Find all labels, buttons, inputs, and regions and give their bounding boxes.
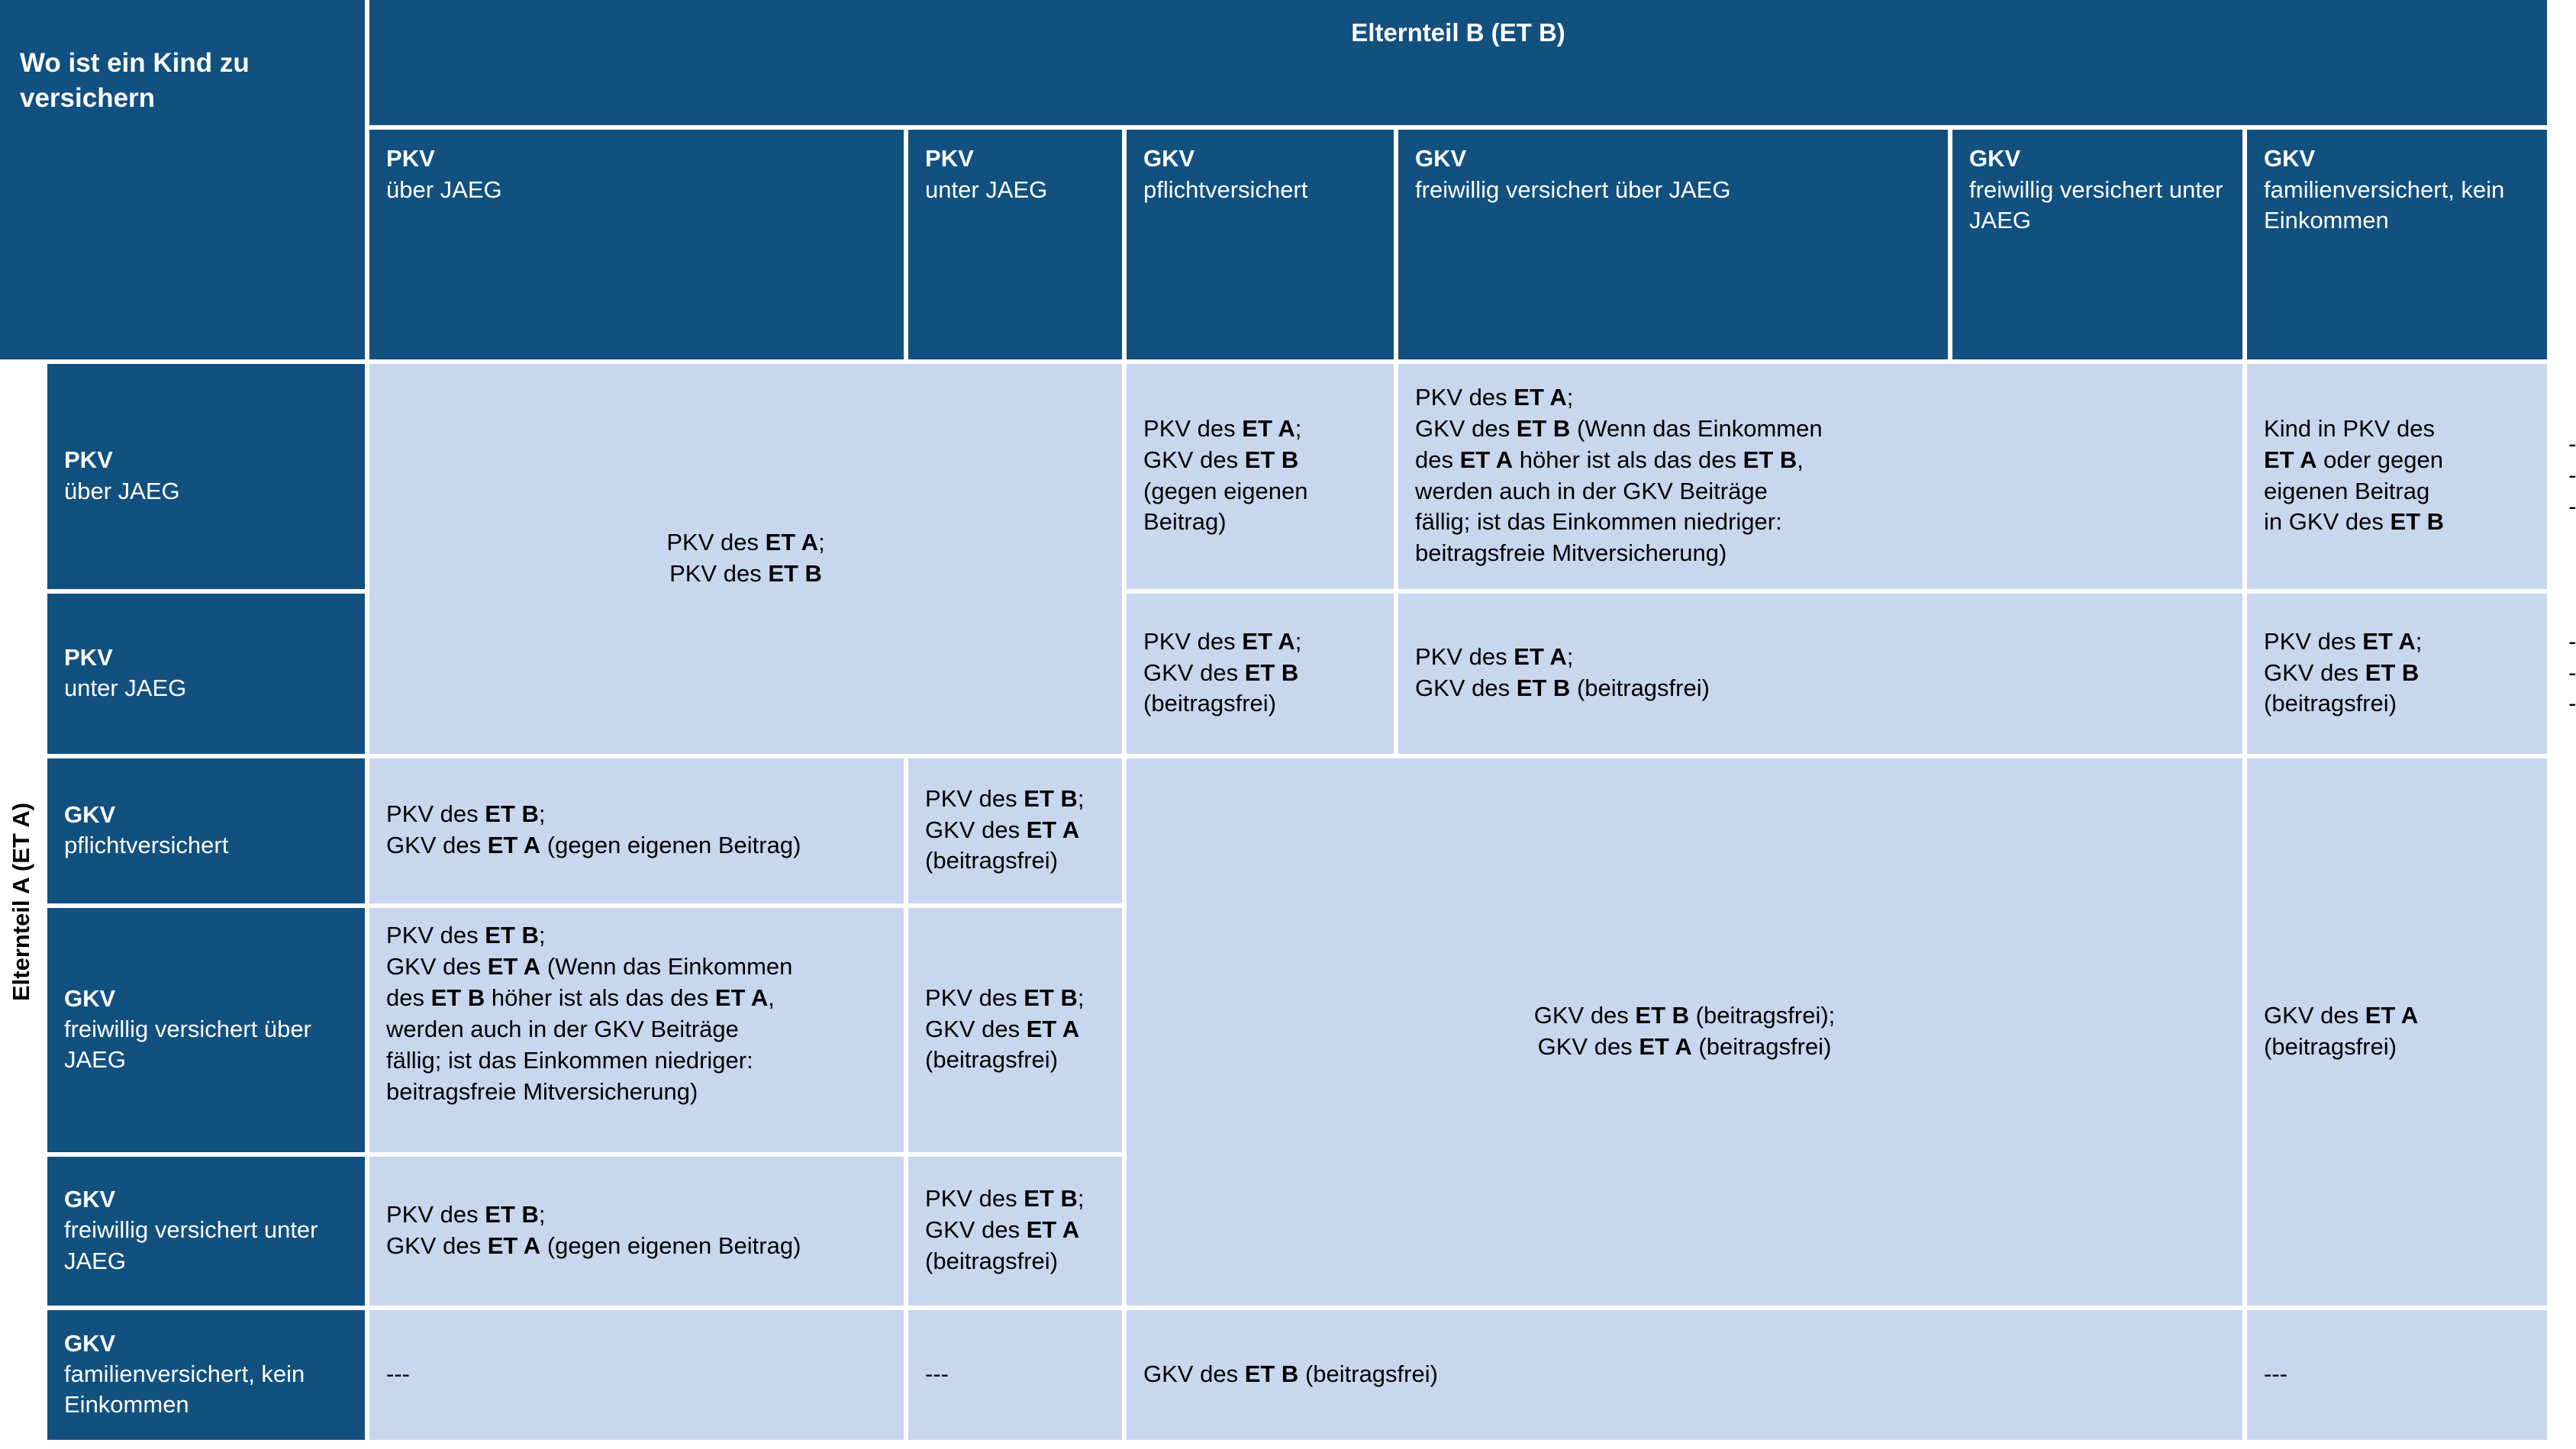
- cell-text: PKV des ET A; GKV des ET B (beitragsfrei): [2264, 627, 2423, 717]
- cell-r6c345: [1127, 1310, 2242, 1440]
- cell-r3c2: [908, 758, 1122, 903]
- column-header-subtitle: freiwillig versichert über JAEG: [1415, 175, 1731, 203]
- cell-r2c5: [2247, 594, 2547, 754]
- column-header-pkv-ueber-jaeg: [369, 130, 904, 359]
- row-header-subtitle: pflichtversichert: [64, 832, 229, 858]
- row-group-label-text: Elternteil A (ET A): [8, 802, 35, 1002]
- cell-r5c2: [908, 1157, 1122, 1306]
- cell-text: PKV des ET B; GKV des ET A (beitragsfrei): [925, 1185, 1085, 1274]
- cell-text: GKV des ET B (beitragsfrei); GKV des ET A (beitragsfrei): [1533, 1001, 1836, 1060]
- cell-gkv-gkv-block: [1127, 758, 2242, 1306]
- row-header-subtitle: unter JAEG: [64, 675, 187, 701]
- cell-text: ---: [2568, 430, 2576, 520]
- column-header-title: GKV: [1143, 145, 1195, 172]
- column-header-pkv-unter-jaeg: [908, 130, 1122, 359]
- table-row: [0, 1310, 2552, 1440]
- cell-text: Kind in PKV des ET A oder gegen eigenen Beitrag in GKV des ET B: [2264, 414, 2445, 536]
- cell-text: GKV des ET A (beitragsfrei): [2264, 1001, 2419, 1060]
- cell-r1c4: [1398, 364, 2242, 589]
- cell-text: PKV des ET B; GKV des ET A (beitragsfrei): [925, 784, 1085, 874]
- cell-text: PKV des ET A; GKV des ET B (beitragsfrei): [1143, 627, 1302, 717]
- row-header-title: PKV: [64, 446, 113, 474]
- row-header-pkv-ueber-jaeg: [47, 364, 365, 589]
- cell-text: PKV des ET A; GKV des ET B (beitragsfrei): [1415, 643, 1710, 701]
- column-header-subtitle: unter JAEG: [925, 175, 1048, 203]
- cell-text: PKV des ET B; GKV des ET A (beitragsfrei): [925, 984, 1085, 1074]
- row-header-title: GKV: [64, 1186, 116, 1213]
- cell-text: ---: [2264, 1360, 2287, 1387]
- row-header-pkv-unter-jaeg: [47, 594, 365, 754]
- cell-text: PKV des ET A; GKV des ET B (gegen eigenen Beitrag): [1143, 414, 1308, 536]
- cell-pkv-pkv-block: [369, 364, 1122, 754]
- row-header-subtitle: familienversichert, kein Einkommen: [64, 1360, 305, 1418]
- column-header-gkv-freiwillig-ueber-jaeg: [1398, 130, 1948, 359]
- column-header-title: GKV: [1969, 145, 2021, 172]
- cell-text: PKV des ET B; GKV des ET A (gegen eigenen Beitrag): [386, 1200, 801, 1259]
- cell-r4c1: [369, 908, 904, 1152]
- row-group-label: [0, 364, 43, 1440]
- header-row-columns: [0, 130, 2552, 359]
- cell-text: ---: [925, 1360, 949, 1387]
- cell-text: PKV des ET B; GKV des ET A (gegen eigenen Beitrag): [386, 800, 801, 858]
- column-header-subtitle: pflichtversichert: [1143, 175, 1308, 203]
- row-header-gkv-familienversichert: [47, 1310, 365, 1440]
- column-header-subtitle: familienversichert, kein Einkommen: [2264, 175, 2505, 233]
- cell-r1c3: [1127, 364, 1394, 589]
- column-header-subtitle: freiwillig versichert unter JAEG: [1969, 175, 2223, 233]
- column-header-title: GKV: [1415, 145, 1467, 172]
- cell-r2c4: [1398, 594, 2242, 754]
- table-row: [0, 758, 2552, 903]
- cell-text: GKV des ET B (beitragsfrei): [1143, 1360, 1438, 1387]
- corner-title: [0, 0, 365, 359]
- row-header-gkv-freiwillig-ueber-jaeg: [47, 908, 365, 1152]
- column-header-gkv-freiwillig-unter-jaeg: [1952, 130, 2242, 359]
- cell-r5c1: [369, 1157, 904, 1306]
- cell-r4c2: [908, 908, 1122, 1152]
- row-header-gkv-pflichtversichert: [47, 758, 365, 903]
- cell-text: PKV des ET A; PKV des ET B: [666, 528, 825, 587]
- corner-title-text: Wo ist ein Kind zu versichern: [20, 48, 250, 114]
- column-header-title: PKV: [925, 145, 974, 172]
- cell-text: PKV des ET A; GKV des ET B (Wenn das Einkommen des ET A höher ist als das des ET B, werden auch in der GKV Beiträge fällig; ist das Einkommen niedriger: beitragsfreie Mitversicherung): [1415, 383, 1823, 567]
- cell-r6c2: [908, 1310, 1122, 1440]
- cell-r6c6: [2247, 1310, 2547, 1440]
- column-header-title: PKV: [386, 145, 435, 172]
- cell-r6c1: [369, 1310, 904, 1440]
- column-group-label: [369, 0, 2547, 125]
- table-row: [0, 364, 2552, 589]
- column-header-gkv-familienversichert: [2247, 130, 2547, 359]
- column-header-gkv-pflichtversichert: [1127, 130, 1394, 359]
- row-header-title: GKV: [64, 800, 116, 828]
- row-header-subtitle: freiwillig versichert unter JAEG: [64, 1216, 318, 1274]
- cell-r2c3: [1127, 594, 1394, 754]
- cell-text: PKV des ET B; GKV des ET A (Wenn das Einkommen des ET B höher ist als das des ET A, werden auch in der GKV Beiträge fällig; ist das Einkommen niedriger: beitragsfreie Mitversicherung): [386, 922, 793, 1105]
- cell-gkv-familienversichert-block: [2247, 758, 2547, 1306]
- column-header-subtitle: über JAEG: [386, 175, 502, 203]
- row-header-subtitle: über JAEG: [64, 477, 180, 504]
- cell-r1c5: [2247, 364, 2547, 589]
- cell-text: ---: [386, 1360, 410, 1387]
- column-header-title: GKV: [2264, 145, 2316, 172]
- row-header-gkv-freiwillig-unter-jaeg: [47, 1157, 365, 1306]
- row-header-title: PKV: [64, 643, 113, 671]
- row-header-subtitle: freiwillig versichert über JAEG: [64, 1015, 311, 1074]
- cell-r3c1: [369, 758, 904, 903]
- column-group-label-text: Elternteil B (ET B): [1351, 18, 1565, 47]
- row-header-title: GKV: [64, 984, 116, 1012]
- header-row-group: [0, 0, 2552, 125]
- row-header-title: GKV: [64, 1329, 116, 1357]
- cell-text: ---: [2568, 627, 2576, 717]
